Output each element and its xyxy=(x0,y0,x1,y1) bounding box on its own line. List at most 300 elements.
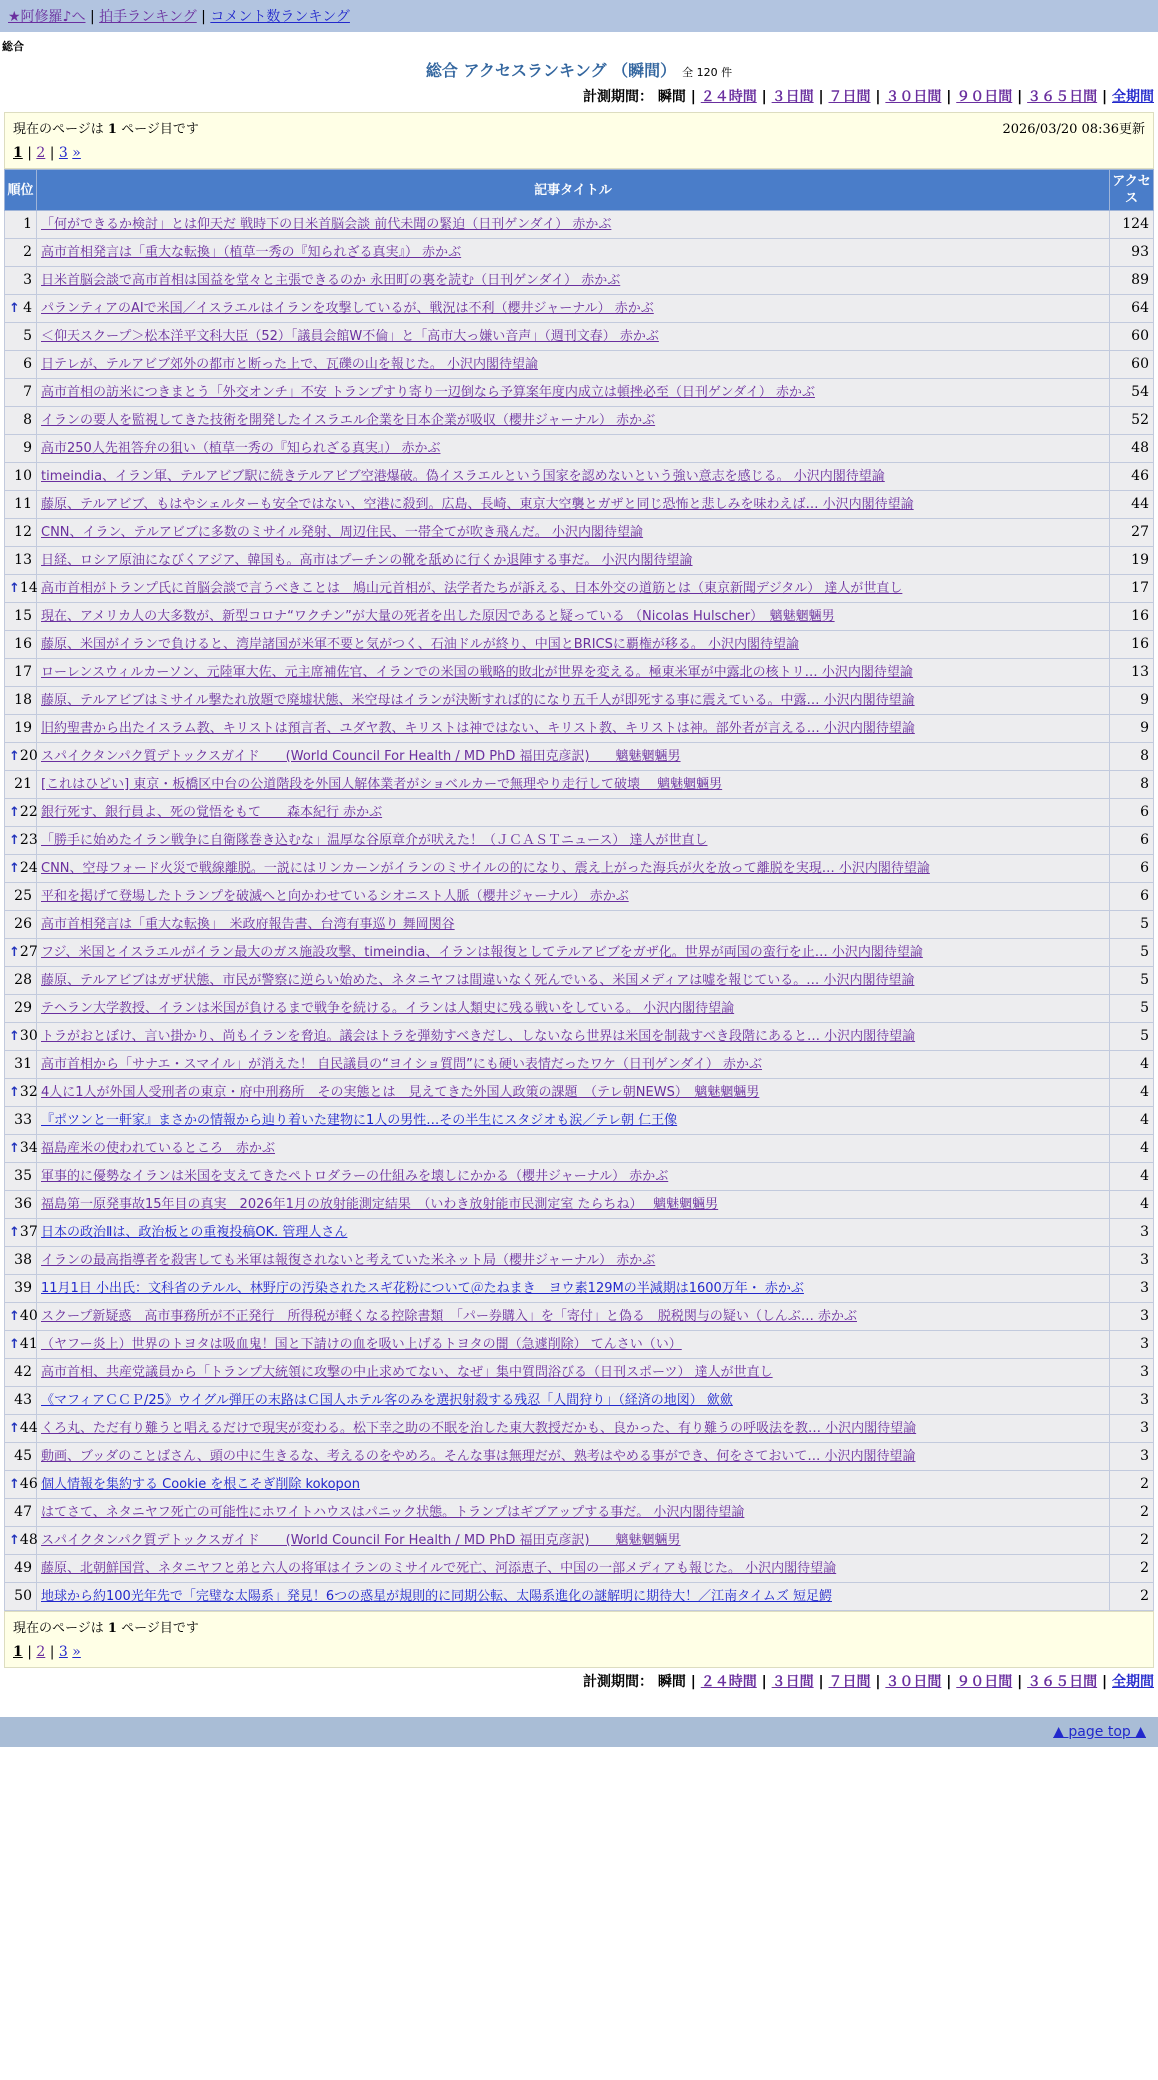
rank-cell xyxy=(5,351,37,379)
period-3d[interactable]: ３日間 xyxy=(771,89,814,105)
access-count: 3 xyxy=(1110,1247,1154,1275)
rank-cell xyxy=(5,239,37,267)
table-row xyxy=(5,1415,1154,1443)
article-title-cell xyxy=(37,911,1110,939)
table-row xyxy=(5,1219,1154,1247)
table-row xyxy=(5,715,1154,743)
table-row xyxy=(5,799,1154,827)
rank-number: 5 xyxy=(23,328,32,344)
table-row xyxy=(5,1471,1154,1499)
rank-cell xyxy=(5,1471,37,1499)
table-row xyxy=(5,547,1154,575)
article-title-cell xyxy=(37,715,1110,743)
rank-number: 37 xyxy=(19,1224,38,1240)
rank-cell xyxy=(5,827,37,855)
article-title-cell xyxy=(37,631,1110,659)
period-90d[interactable]: ９０日間 xyxy=(956,1674,1013,1690)
article-link[interactable]: スパイクタンパク質デトックスガイド (World Council For Health / MD PhD 福田克彦訳) 魑魅魍魎男 xyxy=(41,749,681,764)
access-count: 5 xyxy=(1110,911,1154,939)
rank-number: 18 xyxy=(14,692,32,708)
article-link[interactable]: テヘラン大学教授、イランは米国が負けるまで戦争を続ける。イランは人類史に残る戦いをしている。 小沢内閣待望論 xyxy=(41,1001,735,1016)
rank-number: 29 xyxy=(14,1000,32,1016)
period-24h[interactable]: ２４時間 xyxy=(700,89,757,105)
article-link[interactable]: はてさて、ネタニヤフ死亡の可能性にホワイトハウスはパニック状態。トランプはギブアップする事だ。 小沢内閣待望論 xyxy=(41,1505,745,1520)
page-top-link[interactable]: ▲ page top ▲ xyxy=(1053,1724,1146,1740)
rank-cell xyxy=(5,323,37,351)
table-row xyxy=(5,939,1154,967)
rank-number: 35 xyxy=(14,1168,32,1184)
article-link[interactable]: 高市首相、共産党議員から「トランプ大統領に攻撃の中止求めてない、なぜ」集中質問浴びる（日刊スポーツ） 達人が世直し xyxy=(41,1365,773,1380)
rank-up-arrow-icon: ↑ xyxy=(9,1421,20,1436)
access-count: 5 xyxy=(1110,939,1154,967)
rank-cell xyxy=(5,1051,37,1079)
access-count: 6 xyxy=(1110,827,1154,855)
table-row xyxy=(5,771,1154,799)
article-link[interactable]: 高市首相発言は「重大な転換」（植草一秀の『知られざる真実』） 赤かぶ xyxy=(41,245,462,260)
page-top-bar xyxy=(0,1717,1158,1747)
rank-number: 26 xyxy=(14,916,32,932)
article-link[interactable]: 『ポツンと一軒家』まさかの情報から辿り着いた建物に1人の男性…その半生にスタジオも涙／テレ朝 仁王像 xyxy=(41,1113,678,1128)
rank-cell xyxy=(5,1387,37,1415)
access-count: 9 xyxy=(1110,715,1154,743)
rank-number: 2 xyxy=(23,244,32,260)
article-link[interactable]: 高市首相から「サナエ・スマイル」が消えた！ 自民議員の“ヨイショ質問”にも硬い表情だったワケ（日刊ゲンダイ） 赤かぶ xyxy=(41,1057,763,1072)
rank-number: 41 xyxy=(19,1336,38,1352)
page-2-link[interactable]: 2 xyxy=(36,1644,46,1660)
table-row xyxy=(5,1163,1154,1191)
article-link[interactable]: 日本の政治Ⅱは、政治板との重複投稿OK. 管理人さん xyxy=(41,1225,348,1240)
table-row xyxy=(5,463,1154,491)
period-current: 瞬間 xyxy=(657,89,686,105)
article-link[interactable]: 「何ができるか検討」とは仰天だ 戦時下の日米首脳会談 前代未聞の緊迫（日刊ゲンダイ） 赤かぶ xyxy=(41,217,612,232)
access-count: 4 xyxy=(1110,1135,1154,1163)
table-row xyxy=(5,1443,1154,1471)
rank-cell xyxy=(5,547,37,575)
article-title-cell xyxy=(37,1359,1110,1387)
rank-number: 17 xyxy=(14,664,32,680)
rank-cell xyxy=(5,1247,37,1275)
period-30d[interactable]: ３０日間 xyxy=(885,89,942,105)
rank-cell xyxy=(5,1135,37,1163)
rank-number: 25 xyxy=(14,888,32,904)
rank-cell xyxy=(5,1303,37,1331)
article-title-cell xyxy=(37,1499,1110,1527)
article-title-cell xyxy=(37,967,1110,995)
rank-number: 30 xyxy=(19,1028,38,1044)
article-link[interactable]: イランの最高指導者を殺害しても米軍は報復されないと考えていた米ネット局（櫻井ジャーナル） 赤かぶ xyxy=(41,1253,656,1268)
page-title xyxy=(0,58,1158,81)
article-title-cell xyxy=(37,1331,1110,1359)
rank-number: 43 xyxy=(14,1392,32,1408)
article-link[interactable]: 現在、アメリカ人の大多数が、新型コロナ“ワクチン”が大量の死者を出した原因であると疑っている （Nicolas Hulscher） 魑魅魍魎男 xyxy=(41,609,835,624)
article-title-cell xyxy=(37,1527,1110,1555)
pagination-box-top xyxy=(4,112,1154,169)
article-link[interactable]: ローレンスウィルカーソン、元陸軍大佐、元主席補佐官、イランでの米国の戦略的敗北が世界を変える。極東米軍が中露北の核トリ… 小沢内閣待望論 xyxy=(41,665,913,680)
article-link[interactable]: 銀行死す、銀行員よ、死の覚悟をもて 森本紀行 赤かぶ xyxy=(41,805,383,820)
article-title-cell xyxy=(37,211,1110,239)
rank-up-arrow-icon: ↑ xyxy=(9,1141,20,1156)
article-title-cell xyxy=(37,1191,1110,1219)
period-3d[interactable]: ３日間 xyxy=(771,1674,814,1690)
period-24h[interactable]: ２４時間 xyxy=(700,1674,757,1690)
article-link[interactable]: イランの要人を監視してきた技術を開発したイスラエル企業を日本企業が吸収（櫻井ジャーナル） 赤かぶ xyxy=(41,413,656,428)
current-page-info: 現在のページは 1 ページ目です xyxy=(13,122,199,137)
rank-cell xyxy=(5,463,37,491)
table-row xyxy=(5,855,1154,883)
rank-number: 44 xyxy=(19,1420,38,1436)
article-title-cell xyxy=(37,575,1110,603)
period-all[interactable]: 全期間 xyxy=(1112,1674,1154,1690)
rank-number: 24 xyxy=(19,860,38,876)
article-title-cell xyxy=(37,547,1110,575)
table-row xyxy=(5,519,1154,547)
rank-number: 47 xyxy=(14,1504,32,1520)
period-365d[interactable]: ３６５日間 xyxy=(1027,89,1098,105)
article-title-cell xyxy=(37,743,1110,771)
article-title-cell xyxy=(37,1471,1110,1499)
access-count: 2 xyxy=(1110,1499,1154,1527)
clap-ranking-link[interactable]: 拍手ランキング xyxy=(99,9,197,25)
rank-number: 27 xyxy=(19,944,38,960)
article-title-cell xyxy=(37,687,1110,715)
rank-cell xyxy=(5,1079,37,1107)
table-row xyxy=(5,1079,1154,1107)
table-row xyxy=(5,267,1154,295)
article-title-cell xyxy=(37,1303,1110,1331)
rank-cell xyxy=(5,743,37,771)
article-title-cell xyxy=(37,1023,1110,1051)
period-7d[interactable]: ７日間 xyxy=(828,1674,871,1690)
rank-up-arrow-icon: ↑ xyxy=(9,749,20,764)
article-title-cell xyxy=(37,883,1110,911)
article-link[interactable]: 個人情報を集約する Cookie を根こそぎ削除 kokopon xyxy=(41,1477,361,1492)
rank-cell xyxy=(5,379,37,407)
ranking-tbody xyxy=(5,211,1154,1611)
rank-number: 40 xyxy=(19,1308,38,1324)
article-link[interactable]: timeindia、イラン軍、テルアビブ駅に続きテルアビブ空港爆破。偽イスラエルという国家を認めないという強い意志を感じる。 小沢内閣待望論 xyxy=(41,469,885,484)
article-link[interactable]: 高市250人先祖答弁の狙い（植草一秀の『知られざる真実』） 赤かぶ xyxy=(41,441,441,456)
access-count: 48 xyxy=(1110,435,1154,463)
article-link[interactable]: 藤原、北朝鮮国営、ネタニヤフと弟と六人の将軍はイランのミサイルで死亡、河添恵子、中国の一部メディアも報じた。 小沢内閣待望論 xyxy=(41,1561,837,1576)
rank-number: 1 xyxy=(23,216,32,232)
rank-number: 19 xyxy=(14,720,32,736)
article-title-cell xyxy=(37,323,1110,351)
rank-cell xyxy=(5,295,37,323)
article-link[interactable]: 藤原、テルアビブはミサイル撃たれ放題で廃墟状態、米空母はイランが決断すれば的になり五千人が即死する事に震えている。中露… 小沢内閣待望論 xyxy=(41,693,915,708)
rank-number: 22 xyxy=(19,804,38,820)
pager-bottom: 1 | 2 | 3 » xyxy=(13,1644,81,1660)
access-count: 5 xyxy=(1110,1023,1154,1051)
table-row xyxy=(5,1499,1154,1527)
table-row xyxy=(5,1527,1154,1555)
access-count: 9 xyxy=(1110,687,1154,715)
rank-number: 39 xyxy=(14,1280,32,1296)
article-link[interactable]: 地球から約100光年先で「完璧な太陽系」発見！6つの惑星が規則的に同期公転、太陽系進化の謎解明に期待大！／江南タイムズ 短足鰐 xyxy=(41,1589,832,1604)
article-title-cell xyxy=(37,267,1110,295)
rank-number: 8 xyxy=(23,412,32,428)
access-count: 6 xyxy=(1110,855,1154,883)
rank-number: 12 xyxy=(14,524,32,540)
article-link[interactable]: 高市首相発言は「重大な転換」 米政府報告書、台湾有事巡り 舞岡関谷 xyxy=(41,917,455,932)
article-title-cell xyxy=(37,407,1110,435)
title-column-header: 記事タイトル xyxy=(37,170,1110,211)
table-row xyxy=(5,1191,1154,1219)
page-3-link[interactable]: 3 xyxy=(58,145,68,161)
access-count: 2 xyxy=(1110,1583,1154,1611)
rank-up-arrow-icon: ↑ xyxy=(9,1477,20,1492)
next-pages-link[interactable]: » xyxy=(72,145,81,161)
access-column-header: アクセス xyxy=(1110,170,1154,211)
article-title-cell xyxy=(37,1275,1110,1303)
article-link[interactable]: フジ、米国とイスラエルがイラン最大のガス施設攻撃、timeindia、イランは報復としてテルアビブをガザ化。世界が両国の蛮行を止… 小沢内閣待望論 xyxy=(41,945,923,960)
article-title-cell xyxy=(37,659,1110,687)
rank-cell xyxy=(5,267,37,295)
last-updated: 2026/03/20 08:36更新 xyxy=(1002,122,1145,137)
article-title-cell xyxy=(37,855,1110,883)
article-link[interactable]: （ヤフー炎上）世界のトヨタは吸血鬼！国と下請けの血を吸い上げるトヨタの闇（急遽削除） てんさい（い） xyxy=(41,1337,682,1352)
table-row xyxy=(5,827,1154,855)
access-count: 44 xyxy=(1110,491,1154,519)
period-label: 計測期間： xyxy=(583,89,658,105)
rank-number: 46 xyxy=(19,1476,38,1492)
article-link[interactable]: 4人に1人が外国人受刑者の東京・府中刑務所 その実態とは 見えてきた外国人政策の課題 （テレ朝NEWS） 魑魅魍魎男 xyxy=(41,1085,760,1100)
rank-number: 45 xyxy=(14,1448,32,1464)
rank-number: 50 xyxy=(14,1588,32,1604)
rank-cell xyxy=(5,1219,37,1247)
rank-cell xyxy=(5,799,37,827)
article-title-cell xyxy=(37,1219,1110,1247)
article-link[interactable]: スパイクタンパク質デトックスガイド (World Council For Health / MD PhD 福田克彦訳) 魑魅魍魎男 xyxy=(41,1533,681,1548)
section-label: 総合 xyxy=(2,40,24,53)
article-title-cell xyxy=(37,995,1110,1023)
rank-number: 38 xyxy=(14,1252,32,1268)
article-link[interactable]: 平和を掲げて登場したトランプを破滅へと向かわせているシオニスト人脈（櫻井ジャーナル） 赤かぶ xyxy=(41,889,629,904)
access-count: 3 xyxy=(1110,1415,1154,1443)
pager-current-page: 1 xyxy=(13,1644,23,1660)
rank-cell xyxy=(5,995,37,1023)
comment-ranking-link[interactable]: コメント数ランキング xyxy=(210,9,350,25)
article-link[interactable]: 高市首相がトランプ氏に首脳会談で言うべきことは 鳩山元首相が、法学者たちが訴える、日本外交の道筋とは（東京新聞デジタル） 達人が世直し xyxy=(41,581,903,596)
period-365d[interactable]: ３６５日間 xyxy=(1027,1674,1098,1690)
rank-number: 32 xyxy=(19,1084,38,1100)
rank-cell xyxy=(5,407,37,435)
table-row xyxy=(5,295,1154,323)
rank-cell xyxy=(5,575,37,603)
article-link[interactable]: 日経、ロシア原油になびくアジア、韓国も。高市はプーチンの靴を舐めに行くか退陣する事だ。 小沢内閣待望論 xyxy=(41,553,693,568)
access-count: 6 xyxy=(1110,883,1154,911)
article-link[interactable]: 藤原、米国がイランで負けると、湾岸諸国が米軍不要と気がつく、石油ドルが終り、中国とBRICSに覇権が移る。 小沢内閣待望論 xyxy=(41,637,799,652)
current-page-number: 1 xyxy=(107,1621,117,1636)
table-row xyxy=(5,1555,1154,1583)
access-count: 5 xyxy=(1110,995,1154,1023)
rank-cell xyxy=(5,1443,37,1471)
rank-cell xyxy=(5,1415,37,1443)
article-link[interactable]: 動画、ブッダのことばさん、頭の中に生きるな、考えるのをやめろ。そんな事は無理だが、熟考はやめる事ができ、何をさておいて… 小沢内閣待望論 xyxy=(41,1449,916,1464)
rank-number: 13 xyxy=(14,552,32,568)
access-count: 3 xyxy=(1110,1275,1154,1303)
rank-number: 34 xyxy=(19,1140,38,1156)
next-pages-link[interactable]: » xyxy=(72,1644,81,1660)
access-count: 60 xyxy=(1110,351,1154,379)
rank-number: 20 xyxy=(19,748,38,764)
article-link[interactable]: パランティアのAIで米国／イスラエルはイランを攻撃しているが、戦況は不利（櫻井ジャーナル） 赤かぶ xyxy=(41,301,654,316)
rank-number: 23 xyxy=(19,832,38,848)
access-count: 19 xyxy=(1110,547,1154,575)
rank-cell xyxy=(5,631,37,659)
rank-cell xyxy=(5,435,37,463)
table-header-row xyxy=(5,170,1154,211)
access-count: 2 xyxy=(1110,1471,1154,1499)
topbar-links: ★阿修羅♪へ | 拍手ランキング | コメント数ランキング xyxy=(8,9,350,25)
period-90d[interactable]: ９０日間 xyxy=(956,89,1013,105)
rank-cell xyxy=(5,659,37,687)
rank-column-header: 順位 xyxy=(5,170,37,211)
table-row xyxy=(5,491,1154,519)
table-row xyxy=(5,631,1154,659)
table-row xyxy=(5,1275,1154,1303)
access-count: 4 xyxy=(1110,1191,1154,1219)
rank-cell xyxy=(5,939,37,967)
table-row xyxy=(5,351,1154,379)
page-3-link[interactable]: 3 xyxy=(58,1644,68,1660)
access-count: 54 xyxy=(1110,379,1154,407)
current-page-info: 現在のページは 1 ページ目です xyxy=(13,1621,199,1636)
article-link[interactable]: 福島産米の使われているところ 赤かぶ xyxy=(41,1141,276,1156)
article-link[interactable]: 高市首相の訪米につきまとう「外交オンチ」不安 トランプすり寄り一辺倒なら予算案年度内成立は頓挫必至（日刊ゲンダイ） 赤かぶ xyxy=(41,385,815,400)
article-link[interactable]: [これはひどい] 東京・板橋区中台の公道階段を外国人解体業者がショベルカーで無理やり走行して破壊 魑魅魍魎男 xyxy=(41,777,723,792)
access-count: 46 xyxy=(1110,463,1154,491)
article-link[interactable]: 《マフィアＣＣＰ/25》ウイグル弾圧の末路はＣ国人ホテル客のみを選択射殺する残忍「人間狩り」（経済の地図） 歛歛 xyxy=(41,1393,733,1408)
pager-top: 1 | 2 | 3 » xyxy=(13,145,81,161)
access-count: 16 xyxy=(1110,603,1154,631)
article-title-cell xyxy=(37,799,1110,827)
access-count: 27 xyxy=(1110,519,1154,547)
period-all[interactable]: 全期間 xyxy=(1112,89,1154,105)
page-2-link[interactable]: 2 xyxy=(36,145,46,161)
access-count: 2 xyxy=(1110,1555,1154,1583)
article-title-cell xyxy=(37,295,1110,323)
access-count: 4 xyxy=(1110,1051,1154,1079)
table-row xyxy=(5,883,1154,911)
access-count: 4 xyxy=(1110,1107,1154,1135)
article-title-cell xyxy=(37,1051,1110,1079)
rank-number: 16 xyxy=(14,636,32,652)
period-30d[interactable]: ３０日間 xyxy=(885,1674,942,1690)
article-title-cell xyxy=(37,1163,1110,1191)
rank-cell xyxy=(5,967,37,995)
article-link[interactable]: ＜仰天スクープ＞松本洋平文科大臣（52）「議員会館W不倫」と「高市大っ嫌い音声」（週刊文春） 赤かぶ xyxy=(41,329,659,344)
table-row xyxy=(5,1387,1154,1415)
rank-cell xyxy=(5,1359,37,1387)
table-row xyxy=(5,211,1154,239)
access-count: 3 xyxy=(1110,1303,1154,1331)
table-row xyxy=(5,967,1154,995)
rank-up-arrow-icon: ↑ xyxy=(9,1029,20,1044)
table-row xyxy=(5,743,1154,771)
access-count: 60 xyxy=(1110,323,1154,351)
rank-number: 48 xyxy=(19,1532,38,1548)
article-title-cell xyxy=(37,1387,1110,1415)
access-count: 3 xyxy=(1110,1331,1154,1359)
article-title-cell xyxy=(37,1415,1110,1443)
period-7d[interactable]: ７日間 xyxy=(828,89,871,105)
access-count: 2 xyxy=(1110,1527,1154,1555)
access-count: 3 xyxy=(1110,1219,1154,1247)
rank-cell xyxy=(5,211,37,239)
rank-number: 36 xyxy=(14,1196,32,1212)
article-link[interactable]: 11月1日 小出氏：文科省のテルル、林野庁の汚染されたスギ花粉について＠たねまき ヨウ素129Mの半減期は1600万年・ 赤かぶ xyxy=(41,1281,804,1296)
current-page-number: 1 xyxy=(107,122,117,137)
rank-number: 42 xyxy=(14,1364,32,1380)
rank-number: 15 xyxy=(14,608,32,624)
home-link[interactable]: ★阿修羅♪へ xyxy=(8,9,86,25)
table-row xyxy=(5,1583,1154,1611)
pagination-box-bottom xyxy=(4,1611,1154,1668)
access-count: 17 xyxy=(1110,575,1154,603)
article-link[interactable]: 藤原、テルアビブ、もはやシェルターも安全ではない、空港に殺到。広島、長崎、東京大空襲とガザと同じ恐怖と悲しみを味わえば… 小沢内閣待望論 xyxy=(41,497,914,512)
access-count: 124 xyxy=(1110,211,1154,239)
table-row xyxy=(5,1023,1154,1051)
rank-number: 31 xyxy=(14,1056,32,1072)
rank-cell xyxy=(5,1023,37,1051)
article-link[interactable]: 軍事的に優勢なイランは米国を支えてきたペトロダラーの仕組みを壊しにかかる（櫻井ジャーナル） 赤かぶ xyxy=(41,1169,669,1184)
rank-number: 6 xyxy=(23,356,32,372)
article-title-cell xyxy=(37,603,1110,631)
access-count: 64 xyxy=(1110,295,1154,323)
rank-up-arrow-icon: ↑ xyxy=(9,301,20,316)
article-link[interactable]: CNN、空母フォード火災で戦線離脱。一説にはリンカーンがイランのミサイルの的になり、震え上がった海兵が火を放って離脱を実現… 小沢内閣待望論 xyxy=(41,861,930,876)
rank-cell xyxy=(5,771,37,799)
article-link[interactable]: 福島第一原発事故15年目の真実 2026年1月の放射能測定結果 （いわき放射能市民測定室 たらちね） 魑魅魍魎男 xyxy=(41,1197,719,1212)
article-link[interactable]: 旧約聖書から出たイスラム教、キリストは預言者、ユダヤ教、キリストは神ではない、キリスト教、キリストは神。部外者が言える… 小沢内閣待望論 xyxy=(41,721,915,736)
article-link[interactable]: 「勝手に始めたイラン戦争に自衛隊巻き込むな」温厚な谷原章介が吠えた！（ＪＣＡＳＴニュース） 達人が世直し xyxy=(41,833,708,848)
period-current: 瞬間 xyxy=(657,1674,686,1690)
access-count: 4 xyxy=(1110,1163,1154,1191)
access-count: 3 xyxy=(1110,1387,1154,1415)
article-link[interactable]: CNN、イラン、テルアビブに多数のミサイル発射、周辺住民、一帯全てが吹き飛んだ。 小沢内閣待望論 xyxy=(41,525,644,540)
article-link[interactable]: スクープ新疑惑 高市事務所が不正発行 所得税が軽くなる控除書類 「パー券購入」を「寄付」と偽る 脱税関与の疑い（しんぶ… 赤かぶ xyxy=(41,1309,857,1324)
rank-up-arrow-icon: ↑ xyxy=(9,1085,20,1100)
article-link[interactable]: トラがおとぼけ、言い掛かり、尚もイランを脅迫。議会はトラを弾劾すべきだし、しないなら世界は米国を制裁すべき段階にあると… 小沢内閣待望論 xyxy=(41,1029,916,1044)
table-row xyxy=(5,435,1154,463)
rank-up-arrow-icon: ↑ xyxy=(9,1533,20,1548)
rank-cell xyxy=(5,491,37,519)
access-count: 3 xyxy=(1110,1359,1154,1387)
rank-cell xyxy=(5,1107,37,1135)
table-row xyxy=(5,1107,1154,1135)
pager-current-page: 1 xyxy=(13,145,23,161)
rank-up-arrow-icon: ↑ xyxy=(9,805,20,820)
table-row xyxy=(5,659,1154,687)
access-count: 8 xyxy=(1110,743,1154,771)
rank-cell xyxy=(5,519,37,547)
access-count: 6 xyxy=(1110,799,1154,827)
rank-number: 28 xyxy=(14,972,32,988)
table-row xyxy=(5,1247,1154,1275)
rank-up-arrow-icon: ↑ xyxy=(9,945,20,960)
rank-cell xyxy=(5,715,37,743)
rank-cell xyxy=(5,1331,37,1359)
article-title-cell xyxy=(37,519,1110,547)
table-row xyxy=(5,575,1154,603)
article-link[interactable]: くろ丸、ただ有り難うと唱えるだけで現実が変わる。松下幸之助の不眠を治した東大教授だかも、良かった、有り難うの呼吸法を教… 小沢内閣待望論 xyxy=(41,1421,917,1436)
article-title-cell xyxy=(37,771,1110,799)
article-link[interactable]: 日テレが、テルアビブ郊外の都市と断った上で、瓦礫の山を報じた。 小沢内閣待望論 xyxy=(41,357,538,372)
article-link[interactable]: 日米首脳会談で高市首相は国益を堂々と主張できるのか 永田町の裏を読む（日刊ゲンダイ） 赤かぶ xyxy=(41,273,621,288)
rank-cell xyxy=(5,883,37,911)
rank-up-arrow-icon: ↑ xyxy=(9,581,20,596)
article-link[interactable]: 藤原、テルアビブはガザ状態、市民が警察に逆らい始めた、ネタニヤフは間違いなく死んでいる、米国メディアは嘘を報じている。… 小沢内閣待望論 xyxy=(41,973,915,988)
